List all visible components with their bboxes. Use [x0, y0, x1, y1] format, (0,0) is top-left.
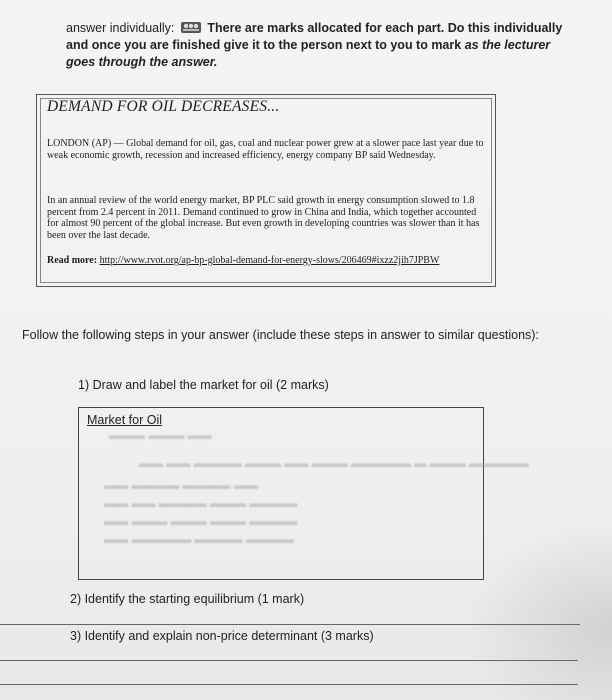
page-shadow	[462, 520, 612, 700]
market-drawing-box[interactable]	[78, 407, 530, 580]
read-more-label: Read more:	[47, 255, 98, 266]
article-paragraph-1: LONDON (AP) — Global demand for oil, gas, coal and nuclear power grew at a slower pace last year due to weak economic growth, recession and increased efficiency, energy company BP said Wednesday.	[47, 138, 484, 161]
intro-italic-text: as the lecturer goes through the answer.	[66, 38, 551, 69]
read-more-link[interactable]: http://www.rvot.org/ap-bp-global-demand-for-energy-slows/206469#ixzz2jih7JPBW	[99, 255, 440, 266]
bleed-through-text: ▬▬ ▬▬▬▬▬ ▬▬▬▬ ▬▬▬▬	[104, 532, 295, 546]
article-paragraph-2: In an annual review of the world energy market, BP PLC said growth in energy consumption slowed to 1.8 percent from 2.4 percent in 2011. Demand continued to grow in China and India, which together accounted for almost 90 percent of the global increase. But even growth in developing countries was slower than it has been over the last decade.	[47, 195, 480, 241]
intro-lead: answer individually:	[66, 21, 175, 35]
step-1: 1) Draw and label the market for oil (2 marks)	[78, 378, 329, 392]
group-hands-icon	[180, 20, 202, 34]
article-title: DEMAND FOR OIL DECREASES...	[47, 98, 280, 115]
step-3: 3) Identify and explain non-price determinant (3 marks)	[70, 629, 374, 643]
bleed-through-text: ▬▬ ▬▬▬▬ ▬▬▬▬ ▬▬	[104, 478, 259, 492]
intro-bold-text: There are marks allocated for each part. Do this individually and once you are finished give it to the person next to you to mark	[66, 21, 563, 52]
step-2: 2) Identify the starting equilibrium (1 mark)	[70, 592, 305, 606]
bleed-through-text: ▬▬ ▬▬▬ ▬▬▬ ▬▬▬ ▬▬▬▬	[104, 514, 298, 528]
read-more	[47, 255, 487, 267]
follow-steps-instruction: Follow the following steps in your answer (include these steps in answer to similar questions):	[22, 328, 539, 342]
bleed-through-text: ▬▬ ▬▬ ▬▬▬▬ ▬▬▬ ▬▬ ▬▬▬ ▬▬▬▬▬ ▬ ▬▬▬ ▬▬▬▬▬	[139, 456, 530, 470]
market-for-oil-label: Market for Oil	[87, 413, 163, 427]
bleed-through-text: ▬▬▬ ▬▬▬ ▬▬	[109, 428, 212, 442]
news-article-box	[36, 94, 496, 287]
intro-block	[66, 20, 576, 71]
bleed-through-text: ▬▬ ▬▬ ▬▬▬▬ ▬▬▬ ▬▬▬▬	[104, 496, 298, 510]
